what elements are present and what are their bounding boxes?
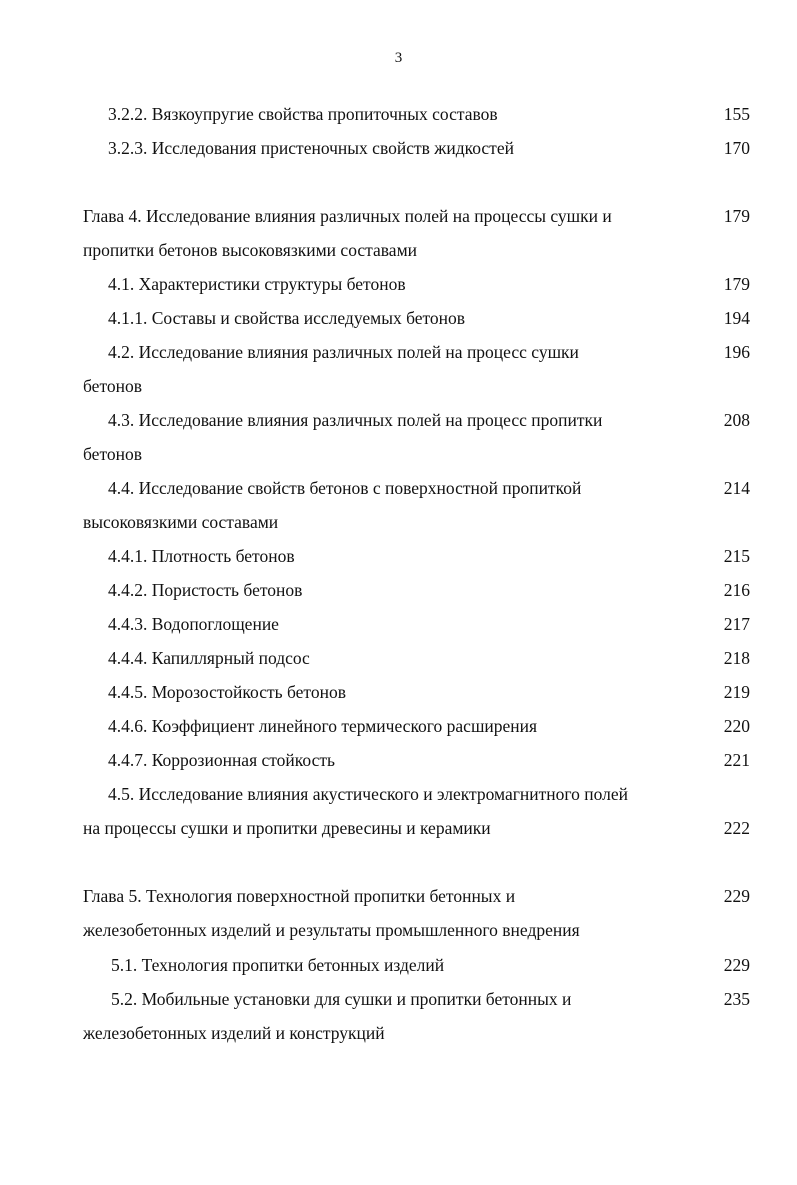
toc-entry-title: 4.4. Исследование свойств бетонов с поверхностной пропиткой <box>108 478 582 498</box>
toc-entry-page: 170 <box>723 138 750 158</box>
toc-entry-title-continued: высоковязкими составами <box>83 512 279 532</box>
toc-entry-title: 3.2.2. Вязкоупругие свойства пропиточных составов <box>108 104 498 124</box>
toc-entry-title-continued: бетонов <box>83 444 142 464</box>
toc-entry-page: 220 <box>723 716 750 736</box>
toc-entry-page: 216 <box>723 580 750 600</box>
toc-entry-title: 4.1. Характеристики структуры бетонов <box>108 274 406 294</box>
toc-entry-title: 3.2.3. Исследования пристеночных свойств жидкостей <box>108 138 514 158</box>
toc-entry-title: 4.4.3. Водопоглощение <box>108 614 279 634</box>
toc-entry-title: 5.1. Технология пропитки бетонных изделий <box>111 955 445 975</box>
toc-entry-title: 4.2. Исследование влияния различных полей на процесс сушки <box>108 342 579 362</box>
toc-entry-title-continued: железобетонных изделий и результаты промышленного внедрения <box>83 920 580 940</box>
toc-entry-page: 196 <box>723 342 750 362</box>
toc-entry-title: 4.3. Исследование влияния различных полей на процесс пропитки <box>108 410 603 430</box>
toc-entry-title-continued: бетонов <box>83 376 142 396</box>
toc-entry-page: 235 <box>723 989 750 1009</box>
toc-entry-page: 179 <box>723 274 750 294</box>
toc-entry-title: Глава 5. Технология поверхностной пропитки бетонных и <box>83 886 516 906</box>
toc-entry-title: Глава 4. Исследование влияния различных полей на процессы сушки и <box>83 206 612 226</box>
toc-entry-page: 218 <box>723 648 750 668</box>
toc-entry-page: 179 <box>723 206 750 226</box>
toc-entry-page: 217 <box>723 614 750 634</box>
toc-entry-title: 4.4.5. Морозостойкость бетонов <box>108 682 346 702</box>
toc-entry-title: 4.4.6. Коэффициент линейного термического расширения <box>108 716 538 736</box>
toc-entry-page: 155 <box>723 104 750 124</box>
toc-entry-page: 222 <box>723 818 750 838</box>
toc-entry-title-continued: железобетонных изделий и конструкций <box>83 1023 385 1043</box>
toc-entry-title: 4.4.7. Коррозионная стойкость <box>108 750 335 770</box>
toc-entry-title-continued: на процессы сушки и пропитки древесины и керамики <box>83 818 491 838</box>
toc-entry-title: 4.1.1. Составы и свойства исследуемых бетонов <box>108 308 466 328</box>
toc-entry-title: 4.4.1. Плотность бетонов <box>108 546 295 566</box>
page-number: 3 <box>394 50 403 66</box>
toc-entry-page: 194 <box>723 308 750 328</box>
toc-entry-title: 4.4.2. Пористость бетонов <box>108 580 303 600</box>
toc-entry-page: 219 <box>723 682 750 702</box>
toc-entry-title: 5.2. Мобильные установки для сушки и пропитки бетонных и <box>111 989 572 1009</box>
toc-entry-page: 215 <box>723 546 750 566</box>
toc-entry-title: 4.4.4. Капиллярный подсос <box>108 648 310 668</box>
toc-entry-page: 214 <box>723 478 750 498</box>
toc-entry-title-continued: пропитки бетонов высоковязкими составами <box>83 240 418 260</box>
toc-entry-page: 208 <box>723 410 750 430</box>
toc-entry-page: 229 <box>723 886 750 906</box>
toc-entry-title: 4.5. Исследование влияния акустического и электромагнитного полей <box>108 784 629 804</box>
toc-entry-page: 221 <box>723 750 750 770</box>
toc-entry-page: 229 <box>723 955 750 975</box>
